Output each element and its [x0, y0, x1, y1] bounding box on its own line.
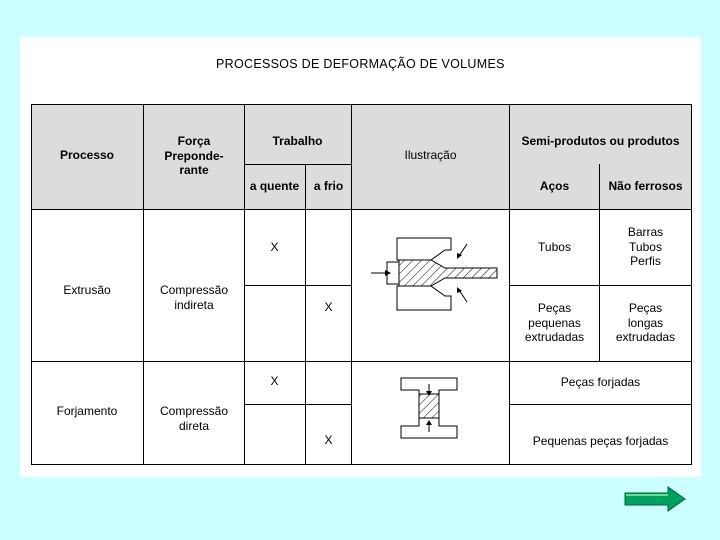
forging-process-label: Forjamento [56, 404, 118, 418]
table-border-right [691, 104, 692, 465]
forging-mid-line [244, 404, 352, 405]
forging-cold-mark: X [324, 433, 333, 447]
header-acos: Aços [539, 179, 570, 193]
extrusion-steel-product: Tubos [538, 240, 571, 254]
extrusion-mid-line-products [509, 285, 692, 286]
extrusion-mid-line [244, 285, 352, 286]
extrusion-cold-mark: X [324, 300, 333, 314]
header-forca: Força Preponde- rante [164, 134, 224, 177]
header-nao-ferrosos: Não ferrosos [608, 179, 683, 193]
next-arrow-icon[interactable] [624, 486, 686, 512]
extrusion-force: Compressão indireta [159, 283, 229, 312]
forging-force: Compressão direta [159, 404, 229, 433]
forging-illustration [399, 374, 459, 442]
header-trabalho: Trabalho [272, 134, 323, 148]
extrusion-steel-product-r2: Peças pequenas extrudadas [524, 301, 585, 344]
page-title: PROCESSOS DE DEFORMAÇÃO DE VOLUMES [216, 57, 505, 71]
header-ilustracao: Ilustração [404, 148, 457, 162]
forging-products: Peças forjadas [560, 375, 641, 389]
header-processo: Processo [59, 148, 115, 162]
forging-mid-line-products [509, 404, 692, 405]
extrusion-nonferrous-product-r2: Peças longas extrudadas [615, 301, 676, 344]
process-table [31, 104, 691, 465]
header-a-quente: a quente [249, 179, 300, 193]
extrusion-process-label: Extrusão [63, 283, 111, 297]
extrusion-illustration [371, 234, 501, 314]
header-a-frio: a frio [313, 179, 344, 193]
extrusion-hot-mark: X [270, 240, 279, 254]
forging-hot-mark: X [270, 374, 279, 388]
forging-small-products: Pequenas peças forjadas [532, 434, 669, 448]
header-bottom-line [31, 209, 692, 210]
col-line-5 [509, 104, 510, 465]
header-subrow-line [244, 164, 352, 165]
extrusion-nonferrous-product: Barras Tubos Perfis [627, 225, 664, 268]
col-line-3 [305, 164, 306, 465]
process-separator-line [31, 361, 692, 362]
table-border-top [31, 104, 692, 105]
header-semi-produtos: Semi-produtos ou produtos [521, 134, 680, 148]
col-line-2 [244, 104, 245, 465]
table-border-bottom [31, 464, 692, 465]
